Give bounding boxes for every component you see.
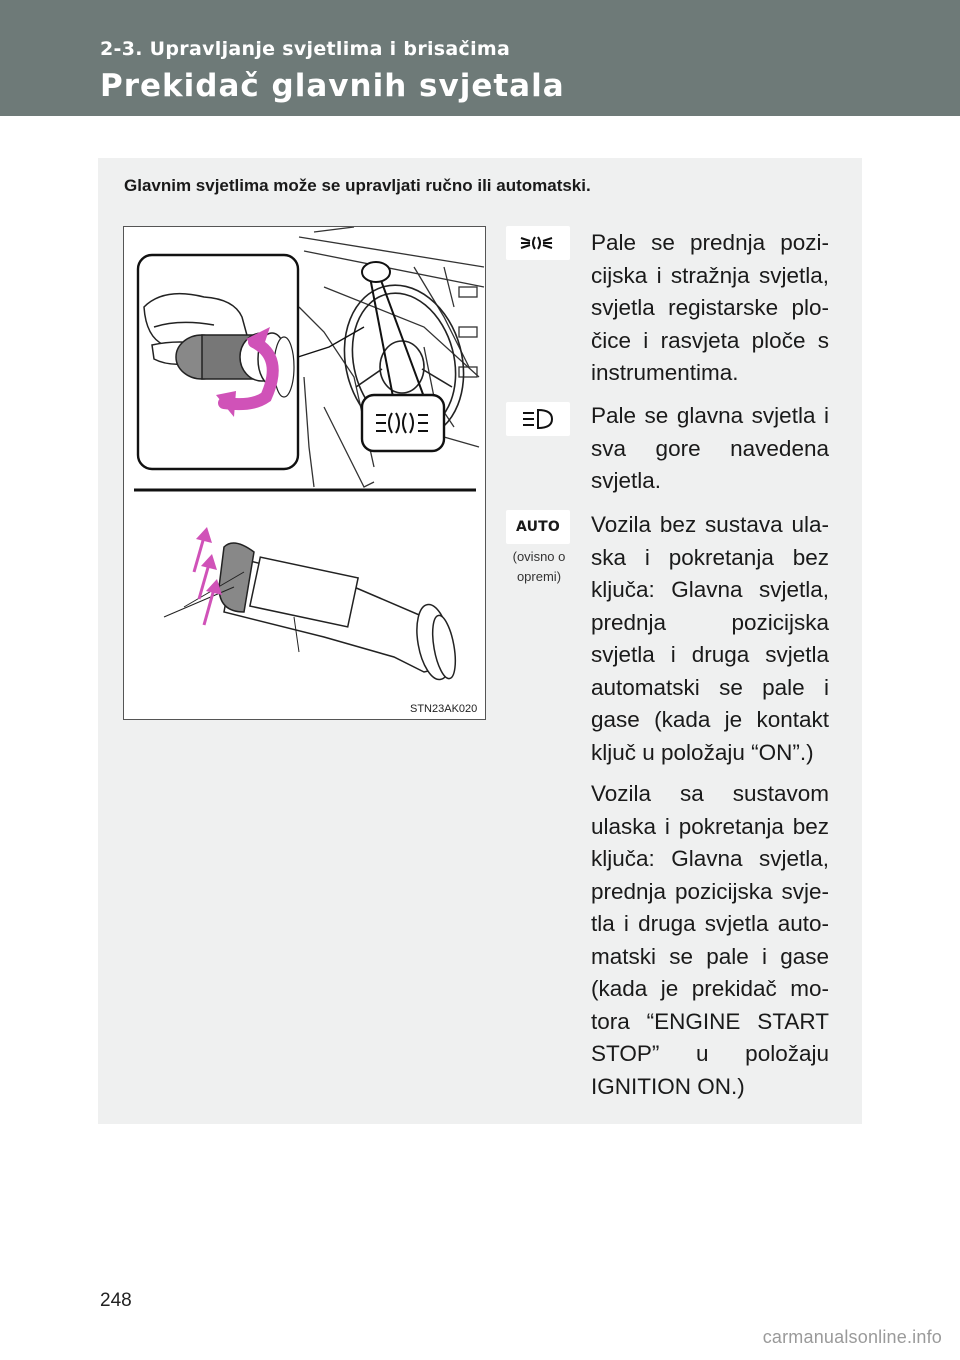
mode-3-description-keyless: Vozila sa sustavom ulaska i pokretanja bez ključa: Glavna svjetla, prednja pozicijska svje-tla i druga svjetla auto-matski se pale i gase (kada je prekidač mo-tora “ENGINE START STOP” u položaju IGNITION ON.) xyxy=(591,781,829,1099)
header-bar xyxy=(0,0,960,116)
page-title: Prekidač glavnih svjetala xyxy=(100,68,565,104)
watermark: carmanualsonline.info xyxy=(762,1327,942,1347)
page-number: 248 xyxy=(100,1290,132,1311)
headlight-switch-illustration xyxy=(123,226,486,720)
figure-code: STN23AK020 xyxy=(410,703,478,715)
intro-text: Glavnim svjetlima može se upravljati ručno ili automatski. xyxy=(124,176,591,195)
section-title: 2-3. Upravljanje svjetlima i brisačima xyxy=(100,38,511,60)
mode-1-description: Pale se prednja pozi-cijska i stražnja svjetla, svjetla registarske plo-čice i rasvjeta ploče s instrumentima. xyxy=(591,230,829,385)
auto-mode-note: (ovisno o opremi) xyxy=(512,549,566,584)
mode-3-description: Vozila bez sustava ula-ska i pokretanja bez ključa: Glavna svjetla, prednja pozicijska svjetla i druga svjetla automatski se pale i gase (kada je kontakt ključ u položaju “ON”.) xyxy=(591,512,829,765)
mode-2-description: Pale se glavna svjetla i sva gore navedena svjetla. xyxy=(591,403,829,493)
auto-mode-badge: AUTO xyxy=(506,510,570,544)
headlight-icon xyxy=(506,402,570,436)
illustration-drawing xyxy=(124,227,485,719)
position-lights-icon xyxy=(506,226,570,260)
